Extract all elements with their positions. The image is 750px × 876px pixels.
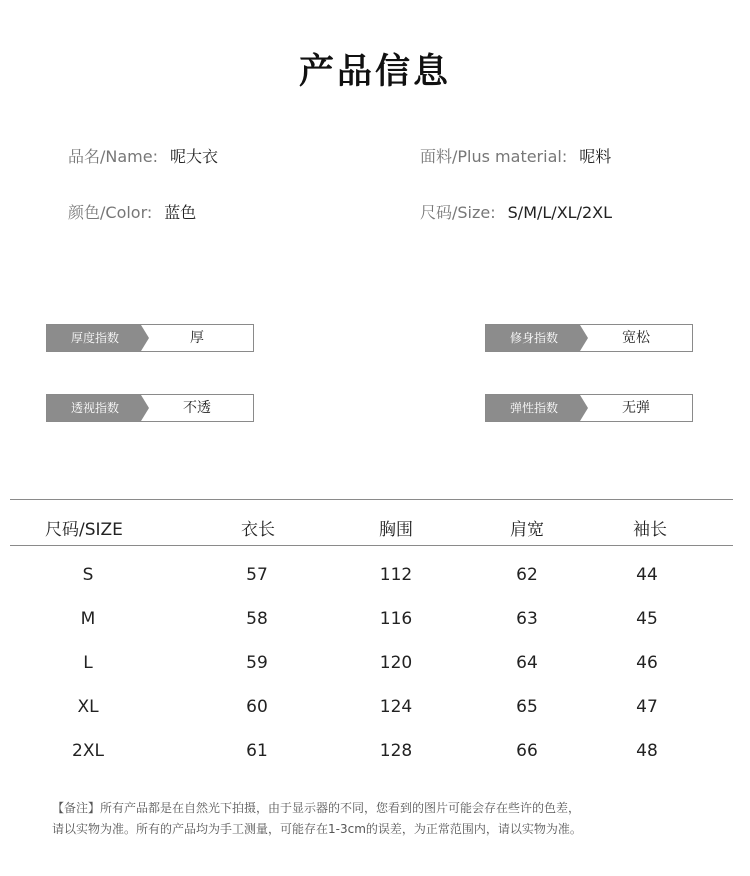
- remark-line-2: 请以实物为准。所有的产品均为手工测量，可能存在1-3cm的误差，为正常范围内，请以实物为准。: [52, 822, 582, 836]
- table-cell-chest: 128: [379, 741, 413, 761]
- table-cell-shoulder: 66: [516, 741, 538, 761]
- table-cell-sleeve: 46: [636, 653, 658, 673]
- table-cell-shoulder: 62: [516, 565, 538, 585]
- info-material: [420, 144, 611, 167]
- table-top-rule: [10, 499, 733, 500]
- transparency-index-label: 透视指数: [47, 395, 141, 421]
- fit-index: [485, 324, 693, 352]
- table-cell-chest: 124: [379, 697, 413, 717]
- remark-line-1: 【备注】所有产品都是在自然光下拍摄，由于显示器的不同，您看到的图片可能会存在些许的色差，: [52, 801, 581, 815]
- table-header-rule: [10, 545, 733, 546]
- info-color: [68, 200, 196, 223]
- table-cell-size: 2XL: [72, 741, 104, 761]
- fit-index-value: 宽松: [622, 330, 650, 346]
- header-shoulder: 肩宽: [510, 520, 544, 540]
- table-cell-size: XL: [77, 697, 99, 717]
- table-cell-length: 57: [246, 565, 268, 585]
- info-name: [68, 144, 218, 167]
- elasticity-index: [485, 394, 693, 422]
- table-cell-sleeve: 44: [636, 565, 658, 585]
- table-cell-size: M: [80, 609, 96, 629]
- table-cell-length: 59: [246, 653, 268, 673]
- table-cell-size: L: [83, 653, 93, 673]
- info-name-value: 呢大衣: [170, 147, 219, 166]
- table-cell-chest: 116: [379, 609, 413, 629]
- header-size: 尺码/SIZE: [45, 520, 123, 540]
- page-title: 产品信息: [298, 52, 451, 92]
- info-material-key: 面料/Plus material:: [420, 147, 568, 166]
- table-cell-sleeve: 48: [636, 741, 658, 761]
- transparency-index-value: 不透: [183, 400, 211, 416]
- table-cell-chest: 120: [379, 653, 413, 673]
- header-chest: 胸围: [379, 520, 413, 540]
- info-name-key: 品名/Name:: [68, 147, 158, 166]
- table-cell-shoulder: 65: [516, 697, 538, 717]
- table-cell-size: S: [82, 565, 94, 585]
- header-sleeve: 袖长: [633, 520, 667, 540]
- info-size-key: 尺码/Size:: [420, 203, 496, 222]
- table-cell-length: 60: [246, 697, 268, 717]
- table-cell-shoulder: 64: [516, 653, 538, 673]
- table-cell-length: 61: [246, 741, 268, 761]
- table-cell-sleeve: 47: [636, 697, 658, 717]
- header-length: 衣长: [241, 520, 275, 540]
- thickness-index-value: 厚: [190, 330, 204, 346]
- table-cell-length: 58: [246, 609, 268, 629]
- info-color-key: 颜色/Color:: [68, 203, 153, 222]
- thickness-index: [46, 324, 254, 352]
- info-color-value: 蓝色: [164, 203, 197, 222]
- table-cell-shoulder: 63: [516, 609, 538, 629]
- info-size: [420, 200, 612, 223]
- table-cell-chest: 112: [379, 565, 413, 585]
- fit-index-label: 修身指数: [486, 325, 580, 351]
- remark-note: [52, 798, 692, 840]
- table-cell-sleeve: 45: [636, 609, 658, 629]
- elasticity-index-label: 弹性指数: [486, 395, 580, 421]
- elasticity-index-value: 无弹: [622, 400, 650, 416]
- info-size-value: S/M/L/XL/2XL: [507, 203, 613, 222]
- info-material-value: 呢料: [579, 147, 612, 166]
- thickness-index-label: 厚度指数: [47, 325, 141, 351]
- transparency-index: [46, 394, 254, 422]
